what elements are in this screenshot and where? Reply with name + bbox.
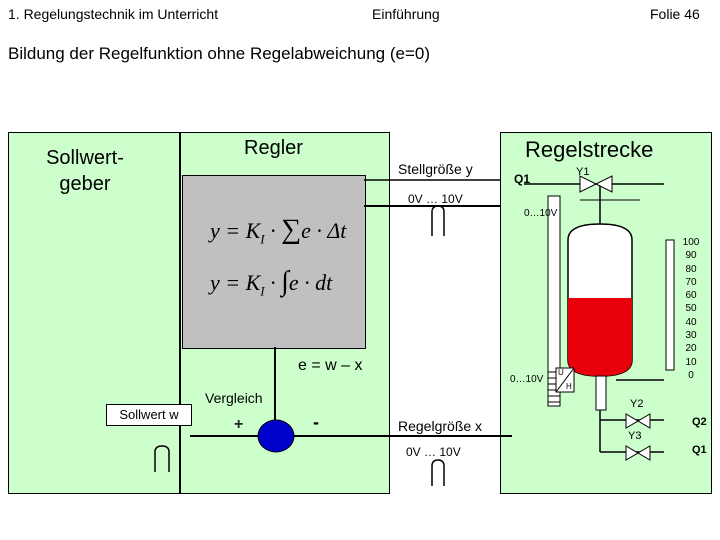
regelgroesse-range: 0V … 10V xyxy=(406,445,461,459)
sensor-u: U xyxy=(558,368,564,377)
scale-50: 50 xyxy=(685,303,697,315)
scale-70: 70 xyxy=(685,276,697,288)
terminal-stell-icon xyxy=(432,206,444,236)
regelstrecke-label: Regelstrecke xyxy=(525,137,654,162)
pump-range: 0…10V xyxy=(524,208,558,219)
scale-60: 60 xyxy=(685,290,697,302)
stellgroesse-label: Stellgröße y xyxy=(398,161,473,177)
plus-sign: + xyxy=(234,416,244,433)
label-q1-right: Q1 xyxy=(692,444,707,456)
vergleich-label: Vergleich xyxy=(205,390,263,406)
comparator-icon xyxy=(258,420,294,452)
tank-liquid xyxy=(568,298,632,376)
scale-100: 100 xyxy=(682,237,700,248)
valve-y1-icon xyxy=(580,176,612,192)
valve-y2-icon xyxy=(626,414,650,428)
slide-number: Folie 46 xyxy=(650,6,700,22)
sollwert-w-box: Sollwert w xyxy=(106,404,192,426)
label-q2-right: Q2 xyxy=(692,416,707,428)
minus-sign: - xyxy=(313,412,319,432)
formula-sum: $y = K_I \cdot \sum e \cdot \Delta t$ xyxy=(210,214,347,247)
stellgroesse-range: 0V … 10V xyxy=(408,192,463,206)
level-scale-bar xyxy=(666,240,674,370)
label-y3: Y3 xyxy=(628,430,642,442)
regelgroesse-label: Regelgröße x xyxy=(398,418,483,434)
scale-20: 20 xyxy=(685,343,697,355)
terminal-regel-icon xyxy=(432,460,444,486)
section-title: Einführung xyxy=(372,6,440,22)
label-q1: Q1 xyxy=(514,172,531,186)
sensor-h: H xyxy=(566,382,572,391)
slide-title: Bildung der Regelfunktion ohne Regelabweichung (e=0) xyxy=(8,44,430,63)
scale-0: 0 xyxy=(688,369,694,381)
label-y1: Y1 xyxy=(576,166,590,178)
scale-30: 30 xyxy=(685,330,697,342)
drain-pipe xyxy=(596,376,606,410)
scale-40: 40 xyxy=(685,316,697,328)
sollwertgeber-line2: geber xyxy=(59,173,111,195)
scale-10: 10 xyxy=(685,356,697,368)
formula-integral: $y = K_I \cdot \int e$ · dt xyxy=(210,266,333,299)
regler-label: Regler xyxy=(244,137,303,159)
terminal-sollwert-icon xyxy=(155,446,169,472)
sensor-range: 0…10V xyxy=(510,374,544,385)
scale-90: 90 xyxy=(685,250,697,262)
course-title: 1. Regelungstechnik im Unterricht xyxy=(8,6,219,22)
error-equation: e = w – x xyxy=(298,357,363,374)
valve-y3-icon xyxy=(626,446,650,460)
sollwertgeber-line1: Sollwert- xyxy=(46,147,124,169)
label-y2: Y2 xyxy=(630,398,644,410)
scale-80: 80 xyxy=(685,263,697,275)
level-scale xyxy=(676,236,706,382)
